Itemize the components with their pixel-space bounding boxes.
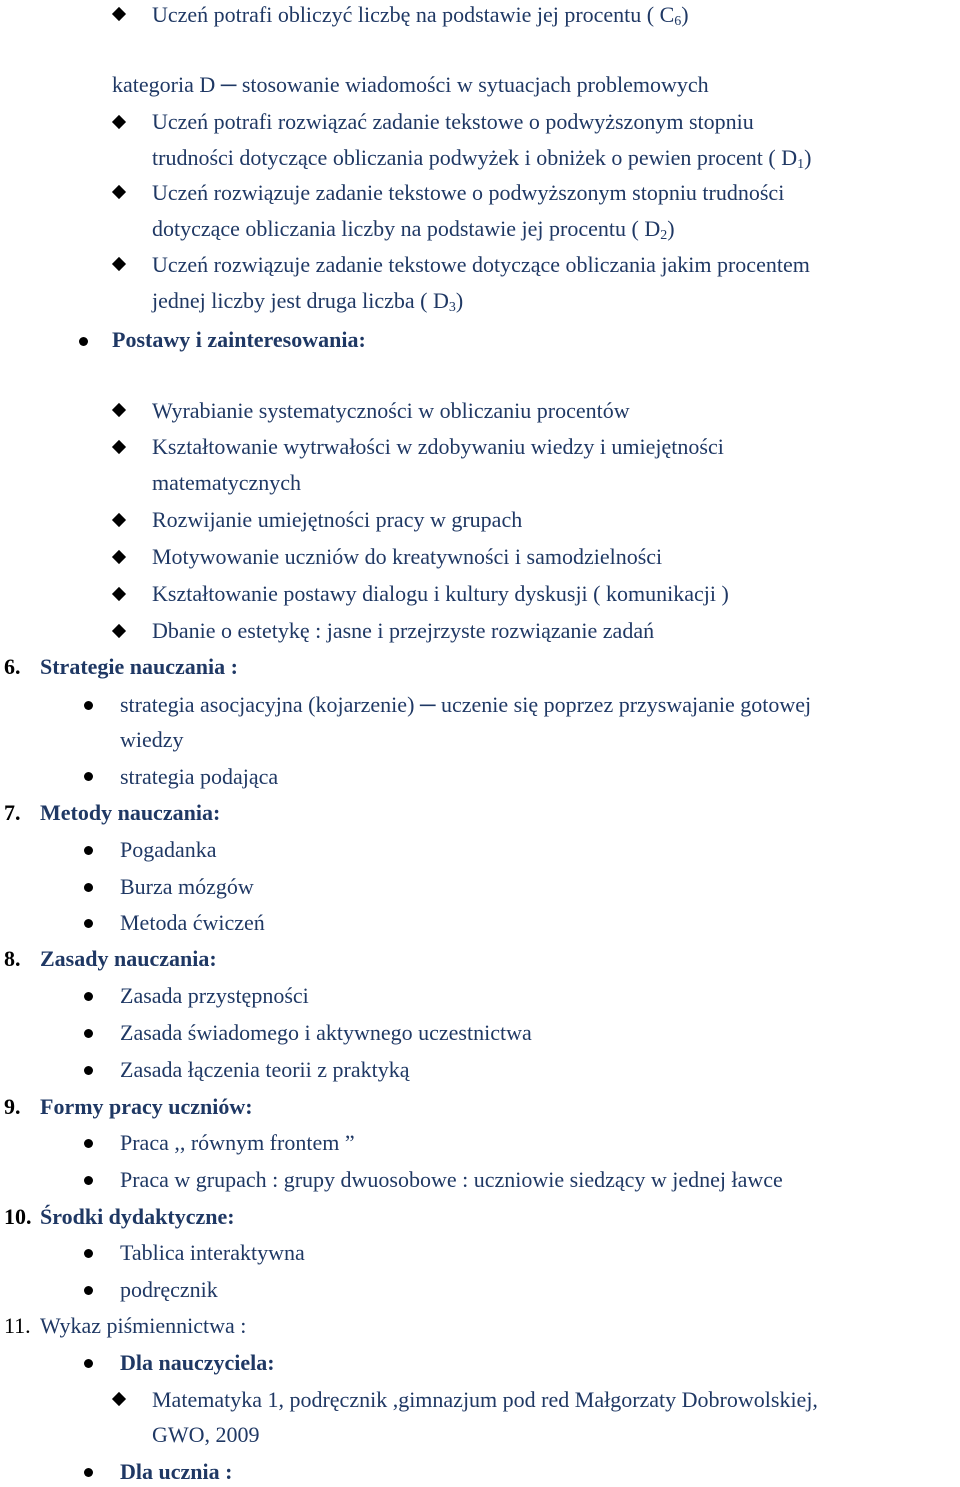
section-number: 8. — [4, 946, 21, 971]
diamond-bullet — [112, 115, 126, 129]
round-bullet — [84, 1359, 93, 1368]
section-number: 7. — [4, 800, 21, 825]
list-item: Metoda ćwiczeń — [120, 910, 265, 935]
list-item: podręcznik — [120, 1277, 218, 1302]
list-item: strategia asocjacyjna (kojarzenie) ─ uczenie się poprzez przyswajanie gotowej — [120, 692, 812, 717]
diamond-bullet — [112, 1392, 126, 1406]
round-bullet — [84, 1139, 93, 1148]
subheading-for-teacher: Dla nauczyciela: — [120, 1350, 275, 1375]
section-heading-work-forms: Formy pracy uczniów: — [40, 1094, 253, 1119]
attitude-item: Kształtowanie wytrwałości w zdobywaniu wiedzy i umiejętności — [152, 434, 724, 459]
round-bullet — [84, 992, 93, 1001]
outcome-d2-line1: Uczeń rozwiązuje zadanie tekstowe o podwyższonym stopniu trudności — [152, 180, 785, 205]
section-number: 10. — [4, 1204, 32, 1229]
outcome-d3-line2: jednej liczby jest druga liczba ( $D_3$) — [152, 288, 464, 315]
subheading-for-student: Dla ucznia : — [120, 1459, 233, 1484]
list-item: Zasada przystępności — [120, 983, 309, 1008]
outcome-d2-line2: dotyczące obliczania liczby na podstawie jej procentu ( $D_2$) — [152, 216, 675, 243]
outcome-d3-line1: Uczeń rozwiązuje zadanie tekstowe dotyczące obliczania jakim procentem — [152, 252, 810, 277]
diamond-bullet — [112, 403, 126, 417]
round-bullet — [84, 1066, 93, 1075]
section-number: 9. — [4, 1094, 21, 1119]
outcome-d1-line1: Uczeń potrafi rozwiązać zadanie tekstowe o podwyższonym stopniu — [152, 109, 754, 134]
round-bullet — [84, 1176, 93, 1185]
section-heading-principles: Zasady nauczania: — [40, 946, 217, 971]
section-number: 11. — [4, 1313, 31, 1338]
attitude-item: Rozwijanie umiejętności pracy w grupach — [152, 507, 523, 532]
round-bullet — [84, 1029, 93, 1038]
diamond-bullet — [112, 185, 126, 199]
list-item: Praca w grupach : grupy dwuosobowe : uczniowie siedzący w jednej ławce — [120, 1167, 783, 1192]
round-bullet — [84, 1468, 93, 1477]
round-bullet — [84, 1286, 93, 1295]
list-item: Pogadanka — [120, 837, 217, 862]
diamond-bullet — [112, 440, 126, 454]
attitude-item: Kształtowanie postawy dialogu i kultury dyskusji ( komunikacji ) — [152, 581, 729, 606]
diamond-bullet — [112, 7, 126, 21]
list-item: Praca ,, równym frontem ” — [120, 1130, 355, 1155]
list-item: Zasada łączenia teorii z praktyką — [120, 1057, 410, 1082]
section-heading-teaching-aids: Środki dydaktyczne: — [40, 1204, 235, 1229]
diamond-bullet — [112, 550, 126, 564]
round-bullet — [84, 701, 93, 710]
diamond-bullet — [112, 513, 126, 527]
round-bullet — [84, 846, 93, 855]
round-bullet — [79, 337, 88, 346]
outcome-c6: Uczeń potrafi obliczyć liczbę na podstawie jej procentu ( $C_6$) — [152, 2, 689, 29]
attitudes-heading: Postawy i zainteresowania: — [112, 327, 366, 352]
list-item: Zasada świadomego i aktywnego uczestnictwa — [120, 1020, 532, 1045]
list-item: Burza mózgów — [120, 874, 254, 899]
round-bullet — [84, 1249, 93, 1258]
list-item: Tablica interaktywna — [120, 1240, 305, 1265]
diamond-bullet — [112, 624, 126, 638]
category-d-heading: kategoria D ─ stosowanie wiadomości w sytuacjach problemowych — [112, 72, 709, 97]
list-item-continuation: wiedzy — [120, 727, 184, 752]
section-heading-strategies: Strategie nauczania : — [40, 654, 238, 679]
section-number: 6. — [4, 654, 21, 679]
diamond-bullet — [112, 587, 126, 601]
attitude-item: Wyrabianie systematyczności w obliczaniu procentów — [152, 398, 630, 423]
attitude-item: Dbanie o estetykę : jasne i przejrzyste rozwiązanie zadań — [152, 618, 655, 643]
bibliography-entry: Matematyka 1, podręcznik ,gimnazjum pod red Małgorzaty Dobrowolskiej, — [152, 1387, 818, 1412]
round-bullet — [84, 883, 93, 892]
section-heading-bibliography: Wykaz piśmiennictwa : — [40, 1313, 247, 1338]
round-bullet — [84, 772, 93, 781]
list-item: strategia podająca — [120, 764, 279, 789]
attitude-item-continuation: matematycznych — [152, 470, 302, 495]
round-bullet — [84, 919, 93, 928]
section-heading-methods: Metody nauczania: — [40, 800, 221, 825]
diamond-bullet — [112, 257, 126, 271]
bibliography-entry-continuation: GWO, 2009 — [152, 1422, 260, 1447]
attitude-item: Motywowanie uczniów do kreatywności i samodzielności — [152, 544, 663, 569]
outcome-d1-line2: trudności dotyczące obliczania podwyżek i obniżek o pewien procent ( $D_1$) — [152, 145, 812, 172]
